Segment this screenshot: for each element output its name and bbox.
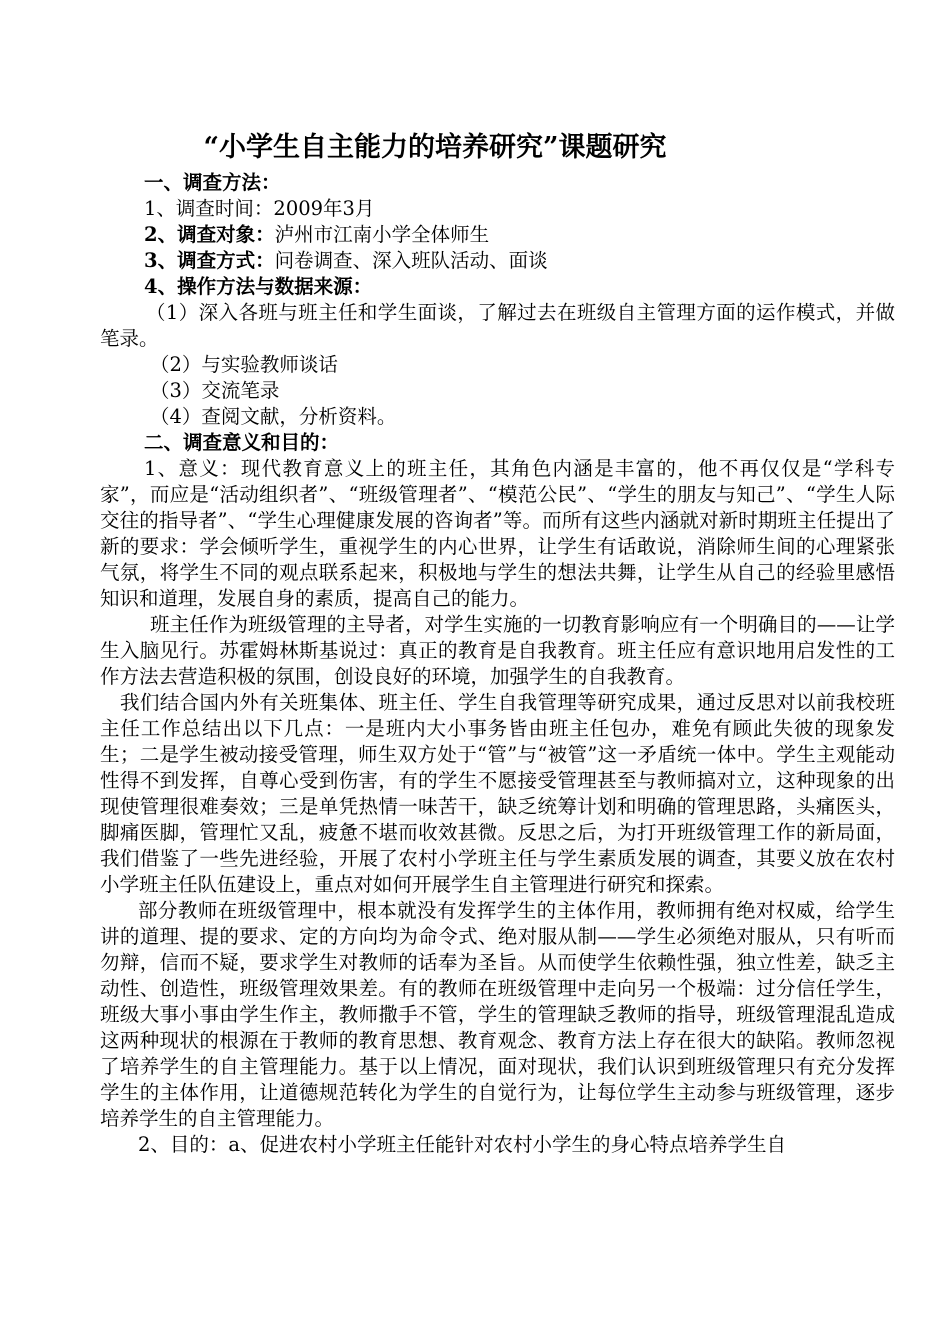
survey-mode-line bbox=[100, 248, 895, 274]
operation-item: （2）与实验教师谈话 bbox=[150, 353, 338, 376]
document-title: “小学生自主能力的培养研究”课题研究 bbox=[203, 132, 667, 163]
section-heading-survey-method: 一、调查方法： bbox=[144, 171, 281, 194]
survey-time-label: 1、调查时间： bbox=[144, 197, 274, 220]
body-paragraph: 我们结合国内外有关班集体、班主任、学生自我管理等研究成果，通过反思对以前我校班主任工作总结出以下几点：一是班内大小事务皆由班主任包办，难免有顾此失彼的现象发生；二是学生被动接受管理，师生双方处于“管”与“被管”这一矛盾统一体中。学生主观能动性得不到发挥，自尊心受到伤害，有的学生不愿接受管理甚至与教师搞对立，这种现象的出现使管理很难奏效；三是单凭热情一味苦干，缺乏统筹计划和明确的管理思路，头痛医头，脚痛医脚，管理忙又乱，疲惫不堪而收效甚微。反思之后，为打开班级管理工作的新局面，我们借鉴了一些先进经验，开展了农村小学班主任与学生素质发展的调查，其要义放在农村小学班主任队伍建设上，重点对如何开展学生自主管理进行研究和探索。 bbox=[100, 691, 895, 896]
operation-method-heading: 4、操作方法与数据来源： bbox=[144, 275, 373, 298]
operation-item: （1）深入各班与班主任和学生面谈，了解过去在班级自主管理方面的运作模式，并做笔录。 bbox=[100, 301, 895, 350]
operation-item: （4）查阅文献，分析资料。 bbox=[150, 405, 397, 428]
body-paragraph: 部分教师在班级管理中，根本就没有发挥学生的主体作用，教师拥有绝对权威，给学生讲的道理、提的要求、定的方向均为命令式、绝对服从制——学生必须绝对服从，只有听而勿辩，信而不疑，要求学生对教师的话奉为圣旨。从而使学生依赖性强，独立性差，缺乏主动性、创造性，班级管理效果差。有的教师在班级管理中走向另一个极端：过分信任学生，班级大事小事由学生作主，教师撒手不管，学生的管理缺乏教师的指导，班级管理混乱造成这两种现状的根源在于教师的教育思想、教育观念、教育方法上存在很大的缺陷。教师忽视了培养学生的自主管理能力。基于以上情况，面对现状，我们认识到班级管理只有充分发挥学生的主体作用，让道德规范转化为学生的自觉行为，让每位学生主动参与班级管理，逐步培养学生的自主管理能力。 bbox=[100, 899, 895, 1130]
survey-object-label: 2、调查对象： bbox=[144, 223, 275, 246]
body-paragraph: 2、目的：a、促进农村小学班主任能针对农村小学生的身心特点培养学生自 bbox=[138, 1133, 787, 1156]
body-paragraph: 1、意义：现代教育意义上的班主任，其角色内涵是丰富的，他不再仅仅是“学科专家”，而应是“活动组织者”、“班级管理者”、“模范公民”、“学生的朋友与知己”、“学生人际交往的指导者”、“学生心理健康发展的咨询者”等。而所有这些内涵就对新时期班主任提出了新的要求：学会倾听学生，重视学生的内心世界，让学生有话敢说，消除师生间的心理紧张气氛，将学生不同的观点联系起来，积极地与学生的想法共舞，让学生从自己的经验里感悟知识和道理，发展自身的素质，提高自己的能力。 bbox=[100, 457, 895, 610]
body-paragraph: 班主任作为班级管理的主导者，对学生实施的一切教育影响应有一个明确目的——让学生入脑见行。苏霍姆林斯基说过：真正的教育是自我教育。班主任应有意识地用启发性的工作方法去营造积极的氛围，创设良好的环境，加强学生的自我教育。 bbox=[100, 613, 895, 688]
survey-time-value: 2009年3月 bbox=[273, 197, 375, 220]
survey-object-line bbox=[100, 222, 895, 248]
survey-time-line bbox=[100, 196, 895, 222]
section-heading-significance: 二、调查意义和目的： bbox=[144, 431, 340, 454]
survey-mode-value: 问卷调查、深入班队活动、面谈 bbox=[274, 249, 548, 272]
document-body bbox=[100, 170, 895, 1158]
survey-object-value: 泸州市江南小学全体师生 bbox=[274, 223, 490, 246]
operation-item: （3）交流笔录 bbox=[150, 379, 280, 402]
survey-mode-label: 3、调查方式： bbox=[144, 249, 275, 272]
